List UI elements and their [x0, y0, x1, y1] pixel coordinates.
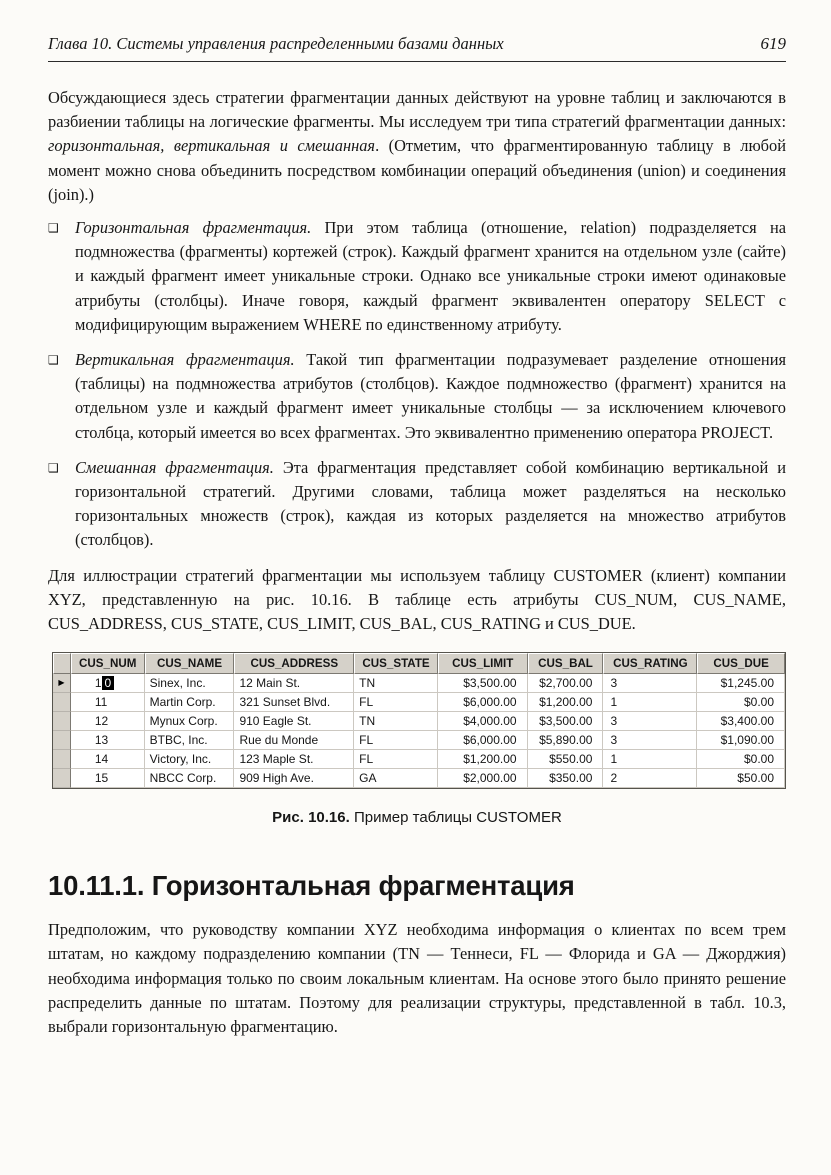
bullet-square-icon: ❑ [48, 460, 59, 475]
cell: TN [354, 674, 438, 693]
bullet-rest: При этом таблица (отношение, relation) подразделяется на подмножества (фрагменты) кортежей (строк). Каждый фрагмент хранится на отдельном узле (сайте) и каждый фрагмент имеет уникальные строки. Однако все уникальные строки имеют одинаковые атрибуты (столбцы). Иначе говоря, каждый фрагмент эквивалентен оператору SELECT с модифицирующим выражением WHERE по единственному атрибуту. [75, 218, 786, 334]
section-heading: 10.11.1. Горизонтальная фрагментация [48, 870, 575, 902]
closing-paragraph: Предположим, что руководству компании XYZ необходима информация о клиентах по всем трем штатам, но каждому подразделению компании (TN — Теннеси, FL — Флорида и GA — Джорджия) необходима информация только по своим локальным клиентам. На основе этого было принято решение распределить данные по штатам. Поэтому для реализации структуры, представленной в табл. 10.3, выбрали горизонтальную фрагментацию. [48, 920, 786, 1037]
cell: 11 [71, 693, 145, 712]
cell: FL [354, 693, 438, 712]
bullet-text [75, 456, 786, 553]
bullet-item-horizontal [48, 216, 786, 337]
cell: TN [354, 712, 438, 731]
bullet-item-mixed [48, 456, 786, 553]
record-selector-cell [53, 693, 71, 712]
bullet-text [75, 216, 786, 337]
cell: Martin Corp. [145, 693, 235, 712]
bullet-square-icon: ❑ [48, 221, 59, 236]
record-selector-cell [53, 750, 71, 769]
bullet-rest: Эта фрагментация представляет собой комбинацию вертикальной и горизонтальной стратегий. Другими словами, таблица может разделяться на несколько горизонтальных множеств (строк), каждая из которых разделяется на множество атрибутов (столбцов). [75, 457, 786, 550]
cell: $0.00 [697, 693, 785, 712]
cell: 15 [71, 769, 145, 788]
cell: 14 [71, 750, 145, 769]
cell: Sinex, Inc. [145, 674, 235, 693]
customer-table-screenshot [52, 652, 786, 794]
table-row [53, 731, 785, 750]
cell: FL [354, 750, 438, 769]
cell: Mynux Corp. [145, 712, 235, 731]
column-header: CUS_STATE [354, 653, 438, 674]
cell: $5,890.00 [528, 731, 604, 750]
cell: $1,200.00 [528, 693, 604, 712]
cell [71, 674, 145, 693]
record-selector-cell [53, 731, 71, 750]
cell: $350.00 [528, 769, 604, 788]
cell: Victory, Inc. [145, 750, 235, 769]
intro-italic-terms: горизонтальная, вертикальная и смешанная [48, 136, 376, 156]
cell: 123 Maple St. [234, 750, 354, 769]
customer-datasheet [53, 653, 785, 788]
cell: $2,000.00 [438, 769, 528, 788]
figure-caption [48, 809, 786, 826]
cell: $1,090.00 [697, 731, 785, 750]
bullet-text [75, 348, 786, 445]
bullet-rest: Такой тип фрагментации подразумевает разделение отношения (таблицы) на подмножества атрибутов (столбцов). Каждое подмножество (фрагмент) хранится на отдельном узле и каждый фрагмент имеет уникальные столбцы — за исключением ключевого столбца, который имеется во всех фрагментах. Это эквивалентно применению оператора PROJECT. [75, 350, 787, 442]
cell: 12 [71, 712, 145, 731]
cell: 13 [71, 731, 145, 750]
column-header: CUS_NUM [71, 653, 145, 674]
cell-text: 1 [94, 676, 102, 691]
bullet-list [48, 216, 786, 553]
cell: 2 [603, 769, 697, 788]
table-row [53, 712, 785, 731]
cell: BTBC, Inc. [145, 731, 235, 750]
bullet-lead: Горизонтальная фрагментация. [75, 218, 312, 238]
bullet-lead: Вертикальная фрагментация. [75, 350, 295, 370]
datasheet-frame [52, 652, 786, 789]
table-row [53, 769, 785, 788]
cell: $3,400.00 [697, 712, 785, 731]
record-selector-arrow-icon: ▶ [58, 678, 65, 688]
select-all-corner [53, 653, 71, 674]
caption-label: Рис. 10.16. [272, 809, 350, 827]
cell: $3,500.00 [438, 674, 528, 693]
cell: $50.00 [697, 769, 785, 788]
cell: $2,700.00 [528, 674, 604, 693]
cell: 3 [603, 731, 697, 750]
cell: 1 [603, 750, 697, 769]
header-row [53, 653, 785, 674]
running-header-title: Глава 10. Системы управления распределенными базами данных [48, 34, 504, 53]
cell: 1 [603, 693, 697, 712]
cell: 909 High Ave. [234, 769, 354, 788]
column-header: CUS_LIMIT [438, 653, 528, 674]
cell: 910 Eagle St. [234, 712, 354, 731]
cell: $4,000.00 [438, 712, 528, 731]
column-header: CUS_NAME [145, 653, 235, 674]
table-row [53, 750, 785, 769]
cell: 3 [603, 712, 697, 731]
page-number: 619 [760, 34, 786, 53]
intro-paragraph [48, 86, 786, 207]
table-row [53, 693, 785, 712]
cell: NBCC Corp. [145, 769, 235, 788]
cell: $3,500.00 [528, 712, 604, 731]
cell: $1,200.00 [438, 750, 528, 769]
cell: $1,245.00 [697, 674, 785, 693]
cell: FL [354, 731, 438, 750]
cell: $6,000.00 [438, 731, 528, 750]
customer-intro-paragraph: Для иллюстрации стратегий фрагментации мы используем таблицу CUSTOMER (клиент) компании XYZ, представленную на рис. 10.16. В таблице есть атрибуты CUS_NUM, CUS_NAME, CUS_ADDRESS, CUS_STATE, CUS_LIMIT, CUS_BAL, CUS_RATING и CUS_DUE. [48, 565, 786, 634]
column-header: CUS_BAL [528, 653, 604, 674]
cell: Rue du Monde [234, 731, 354, 750]
record-selector-cell [53, 712, 71, 731]
record-selector-cell [53, 674, 71, 693]
cell: GA [354, 769, 438, 788]
column-header: CUS_RATING [603, 653, 697, 674]
bullet-square-icon: ❑ [48, 353, 59, 368]
cell: $550.00 [528, 750, 604, 769]
bullet-lead: Смешанная фрагментация. [75, 457, 274, 477]
cell: $6,000.00 [438, 693, 528, 712]
intro-text-2: . (Отметим, что фрагментированную таблицу в любой момент можно снова объединить посредством комбинации операций объединения (union) и соединения (join).) [48, 136, 786, 204]
caption-text: Пример таблицы CUSTOMER [349, 809, 562, 827]
record-selector-cell [53, 769, 71, 788]
bullet-item-vertical [48, 348, 786, 445]
running-header [48, 34, 786, 62]
table-row [53, 674, 785, 693]
cell: 3 [603, 674, 697, 693]
column-header: CUS_ADDRESS [234, 653, 354, 674]
selection-highlight: 0 [102, 676, 115, 690]
cell: $0.00 [697, 750, 785, 769]
intro-text-1: Обсуждающиеся здесь стратегии фрагментации данных действуют на уровне таблиц и заключаются в разбиении таблицы на логические фрагменты. Мы исследуем три типа стратегий фрагментации данных: [48, 88, 786, 132]
cell: 12 Main St. [234, 674, 354, 693]
cell: 321 Sunset Blvd. [234, 693, 354, 712]
column-header: CUS_DUE [697, 653, 785, 674]
